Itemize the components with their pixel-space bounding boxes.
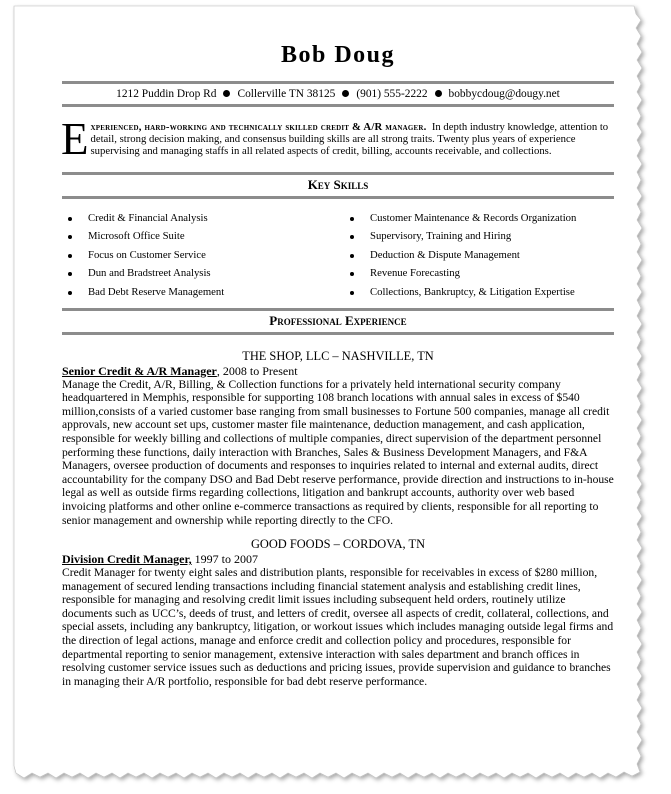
bullet-separator-icon (223, 90, 230, 97)
skill-item (62, 264, 344, 283)
bullet-icon (68, 272, 72, 276)
skill-item (344, 264, 614, 283)
skill-label: Revenue Forecasting (370, 267, 460, 280)
skill-label: Microsoft Office Suite (88, 230, 185, 243)
skill-item (344, 209, 614, 228)
job-title: Senior Credit & A/R Manager (62, 363, 217, 378)
bullet-icon (350, 272, 354, 276)
skill-label: Supervisory, Training and Hiring (370, 230, 512, 243)
contact-city: Collerville TN 38125 (237, 88, 336, 100)
bullet-separator-icon (435, 90, 442, 97)
job-dates: 1997 to 2007 (191, 552, 259, 567)
contact-line (62, 87, 614, 101)
skill-label: Credit & Financial Analysis (88, 211, 208, 224)
skill-item (62, 246, 344, 265)
contact-address: 1212 Puddin Drop Rd (116, 88, 217, 100)
bullet-icon (350, 291, 354, 295)
professional-summary (61, 114, 614, 164)
skill-item (62, 227, 344, 246)
skill-item (62, 209, 344, 228)
skill-item (344, 283, 614, 302)
experience-heading: Professional Experience (62, 308, 614, 335)
skill-item (344, 227, 614, 246)
contact-bar (62, 81, 614, 107)
bullet-icon (68, 235, 72, 239)
bullet-icon (350, 217, 354, 221)
job-company: GOOD FOODS – CORDOVA, TN (250, 537, 426, 552)
job-description: Credit Manager for twenty eight sales and distribution plants, responsible for receivables in excess of $280 million, management of secured lending transactions including financial statement analysis and establishing credit lines, responsible for managing and resolving credit limit issues including subsequent held orders, routinely utilize documents such as UCC’s, deeds of trust, and letters of credit, oversee all aspects of credit, collateral, collections, and special assets, including any bankruptcy, litigation, or workout issues which includes managing outside legal firms and the direction of legal actions, manage and enforce credit and collection policy and procedures, responsible for departmental reporting to senior management, extensive interaction with sales department and branch offices in resolving customer service issues such as deductions and pricing issues, provide supervision and guidance to branches in managing their A/R portfolio, responsible for bad debt reserve performance. (62, 566, 614, 688)
skill-label: Deduction & Dispute Management (370, 248, 520, 261)
skills-column-left (62, 209, 344, 302)
contact-email: bobbycdoug@dougy.net (448, 88, 560, 100)
skills-column-right (344, 209, 614, 302)
bullet-icon (68, 291, 72, 295)
bullet-icon (68, 254, 72, 258)
job-entry (62, 537, 614, 688)
bullet-icon (350, 235, 354, 239)
bullet-icon (68, 217, 72, 221)
key-skills-heading: Key Skills (62, 172, 614, 199)
job-entry (62, 349, 614, 528)
contact-phone: (901) 555-2222 (356, 88, 428, 100)
resume-content (62, 40, 614, 688)
summary-body: In depth industry knowledge, attention to detail, strong decision making, and consensus building skills are all strong traits. Twenty plus years of experience supervising and managing staffs in all related aspects of credit, billing, accounts receivable, and collections. (90, 121, 609, 158)
job-description: Manage the Credit, A/R, Billing, & Collection functions for a privately held international security company headquartered in Memphis, responsible for supporting 108 branch locations with annual sales in excess of $540 million,consists of a varied customer base ranging from small businesses to Fortune 500 companies, manage all credit approvals, new account set ups, customer master file maintenance, deduction management, and cash application, responsible for weekly billing and collections of multiple companies, direct supervision of the department personnel performing these functions, daily interaction with Branches, Sales & Business Development Managers, and F&A Managers, oversee production of documents and responses to inquiries related to internal and external audits, direct accountability for the company DSO and Bad Debt reserve performance, provide direction and instructions to in-house legal as well as outside firms regarding collections, litigation and bankrupt accounts, authority over web based invoicing platforms and other online e-commerce transactions as required by clients, responsible for all reporting to senior management and ownership while reporting directly to the CFO. (62, 377, 614, 527)
skill-item (62, 283, 344, 302)
skill-label: Focus on Customer Service (88, 248, 206, 261)
skill-label: Collections, Bankruptcy, & Litigation Expertise (370, 285, 575, 298)
skill-item (344, 246, 614, 265)
key-skills-list (62, 209, 614, 302)
skill-label: Bad Debt Reserve Management (88, 285, 225, 298)
job-title-line (62, 552, 614, 566)
job-title-line (62, 364, 614, 378)
job-company: THE SHOP, LLC – NASHVILLE, TN (242, 348, 434, 363)
bullet-separator-icon (342, 90, 349, 97)
summary-headline: xperienced, hard-working and technically skilled credit & A/R manager. (90, 121, 427, 133)
summary-dropcap: E (61, 114, 89, 164)
skill-label: Dun and Bradstreet Analysis (88, 267, 211, 280)
bullet-icon (350, 254, 354, 258)
job-title: Division Credit Manager, (62, 552, 192, 567)
candidate-name: Bob Doug (280, 42, 396, 68)
skill-label: Customer Maintenance & Records Organization (370, 211, 577, 224)
job-dates: , 2008 to Present (216, 363, 298, 378)
